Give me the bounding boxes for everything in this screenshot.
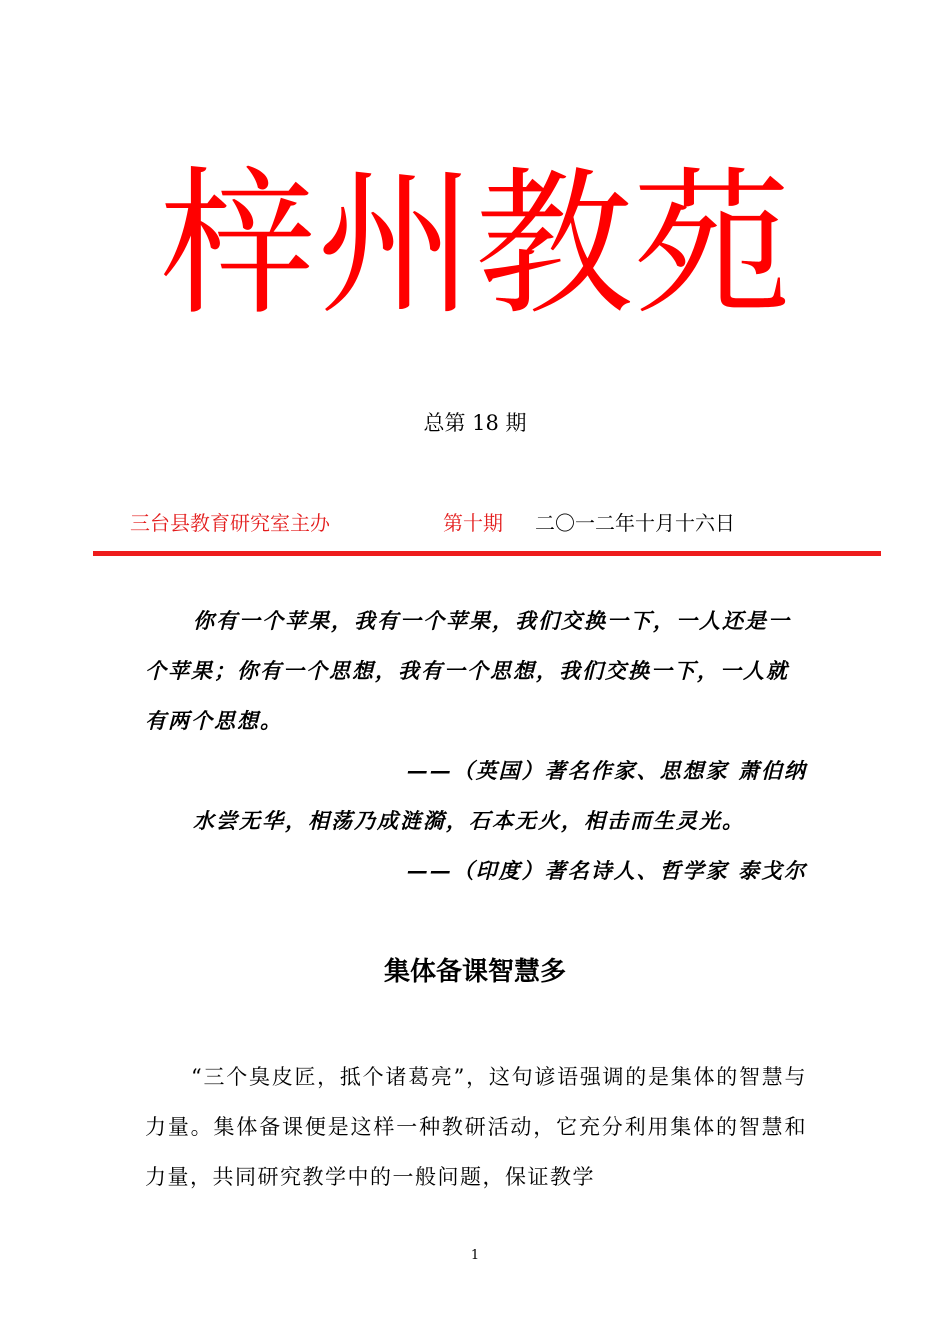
quote-attribution: ——（英国）著名作家、思想家 萧伯纳 — [406, 758, 807, 783]
article-title: 集体备课智慧多 — [383, 957, 566, 987]
quote-attribution: ——（印度）著名诗人、哲学家 泰戈尔 — [406, 858, 807, 883]
issue-total: 总第 18 期 — [423, 411, 527, 435]
page-number: 1 — [470, 1248, 480, 1263]
issue-line — [130, 508, 830, 538]
masthead-title: 梓州教苑 — [159, 153, 791, 337]
sponsor: 三台县教育研究室主办 — [130, 511, 330, 535]
issue-date: 二〇一二年十月十六日 — [535, 511, 735, 535]
article-paragraph: “三个臭皮匠，抵个诸葛亮”，这句谚语强调的是集体的智慧与力量。集体备课便是这样一种教研活动，它充分利用集体的智慧和力量，共同研究教学中的一般问题，保证教学 — [145, 1065, 807, 1189]
quote-text: 水尝无华，相荡乃成涟漪，石本无火，相击而生灵光。 — [193, 808, 745, 833]
header-divider — [93, 551, 881, 556]
quote-text: 你有一个苹果，我有一个苹果，我们交换一下，一人还是一个苹果；你有一个思想，我有一个思想，我们交换一下，一人就有两个思想。 — [145, 608, 791, 733]
issue-number: 第十期 — [443, 511, 503, 535]
